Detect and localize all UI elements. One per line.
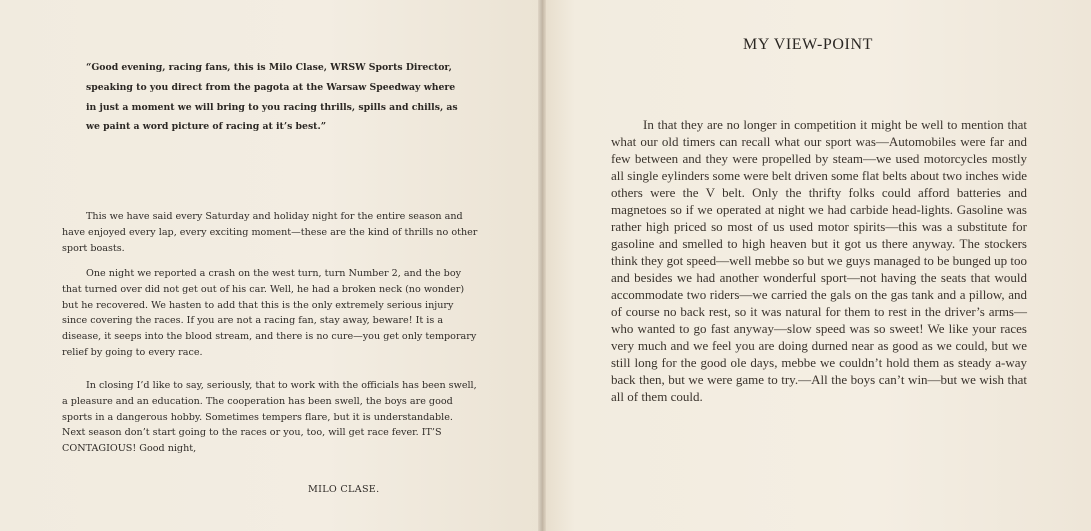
paragraph-crash: One night we reported a crash on the west turn, turn Number 2, and the boy that turned over did not get out of his car. Well, he had a broken neck (no wonder) but he recovered. We hasten to add that this is the only extremely serious injury since covering the races. If you are not a racing fan, stay away, beware! It is a disease, it seeps into the blood stream, and there is no cure—you get only temporary relief by going to every race. bbox=[62, 268, 477, 358]
page-title: MY VIEW-POINT bbox=[743, 36, 874, 53]
viewpoint-body: In that they are no longer in competition it might be well to mention that what our old timers can recall what our sport was—Automobiles were far and few between and they were propelled by steam—we used motorcycles mostly all single eylinders some were belt driven some flat belts about two inches wide others were the V belt. Only the thrifty folks could afford batteries and magnetoes so if we operated at night we had carbide head-lights. Gasoline was rather high priced so most of us used motor spirits—this was a substitute for gasoline and smelled to high heaven but it got us there anyway. The stockers think they got speed—well mebbe so but we guys managed to be bunged up too and besides we had another wonderful sport—not having the seats that would accommodate two riders—we carried the gals on the gas tank and a pillow, and of course no back rest, so it was natural for them to rest in the driver’s arms—who wanted to go fast anyway—slow speed was so sweet! We like your races very much and we feel you are doing durned near as good as we could, but we still long for the good ole days, mebbe we couldn’t hold them as steady a-way back then, but we were game to try.—All the boys can’t win—but we wish that all of them could. bbox=[611, 117, 1027, 404]
left-page bbox=[0, 0, 542, 531]
paragraph-season: This we have said every Saturday and holiday night for the entire season and have enjoyed every lap, every exciting moment—these are the kind of thrills no other sport boasts. bbox=[62, 211, 478, 254]
radio-intro-quote: “Good evening, racing fans, this is Milo Clase, WRSW Sports Director, speaking to you direct from the pagota at the Warsaw Speedway where in just a moment we will bring to you racing thrills, spills and chills, as we paint a word picture of racing at it’s best.” bbox=[86, 62, 458, 133]
paragraph-closing: In closing I’d like to say, seriously, that to work with the officials has been swell, a pleasure and an education. The cooperation has been swell, the boys are good sports in a dangerous hobby. Sometimes tempers flare, but it is understandable. Next season don’t start going to the races or you, too, will get race fever. IT’S CONTAGIOUS! Good night, bbox=[62, 380, 477, 455]
signature: MILO CLASE. bbox=[308, 484, 380, 495]
book-gutter bbox=[538, 0, 546, 531]
